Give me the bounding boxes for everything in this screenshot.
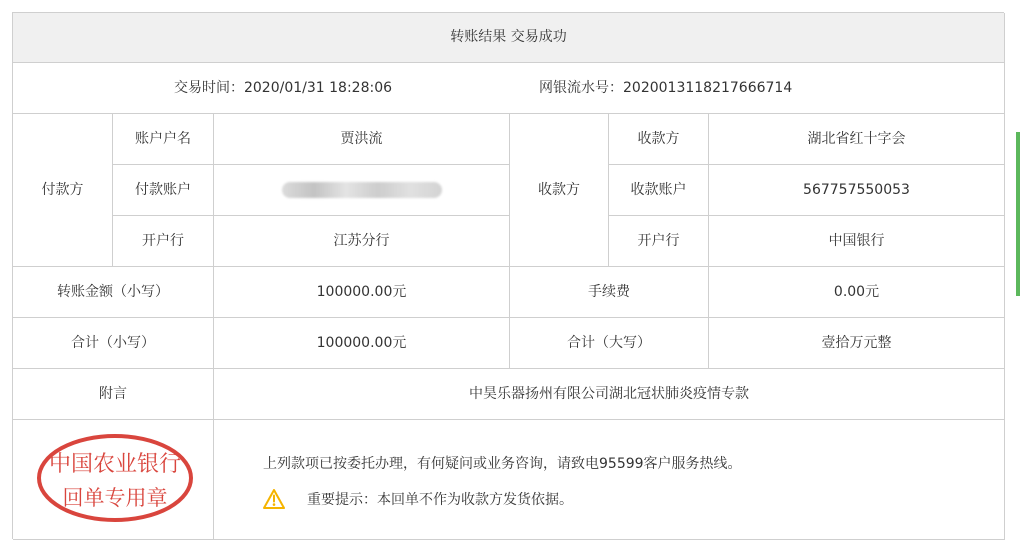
total-small-label: 合计（小写） (13, 318, 214, 369)
bank-serial-value: 2020013118217666714 (623, 79, 793, 96)
payee-bank-label: 开户行 (609, 216, 709, 267)
warning-line (263, 489, 573, 509)
transfer-amount-value: 100000.00元 (214, 267, 510, 318)
bank-seal (35, 432, 195, 524)
total-big-label: 合计（大写） (510, 318, 709, 369)
payer-account-label: 付款账户 (113, 165, 214, 216)
redacted-account-number (282, 182, 442, 198)
total-small-value: 100000.00元 (214, 318, 510, 369)
fee-label: 手续费 (510, 267, 709, 318)
seal-cell (13, 420, 214, 540)
transaction-meta-row (13, 63, 1005, 114)
payer-section-label: 付款方 (13, 114, 113, 267)
payer-account-value (214, 165, 510, 216)
receipt-title: 转账结果 交易成功 (450, 29, 567, 46)
payee-account-value: 567757550053 (709, 165, 1005, 216)
payee-section-label: 收款方 (510, 114, 609, 267)
payee-account-label: 收款账户 (609, 165, 709, 216)
bank-serial-label: 网银流水号： (539, 79, 623, 96)
payer-account-name-label: 账户户名 (113, 114, 214, 165)
memo-value: 中昊乐器扬州有限公司湖北冠状肺炎疫情专款 (214, 369, 1005, 420)
transfer-amount-label: 转账金额（小写） (13, 267, 214, 318)
bank-seal-line2: 回单专用章 (62, 486, 168, 510)
bank-serial (539, 80, 792, 97)
payer-account-name-value: 贾洪流 (214, 114, 510, 165)
payee-bank-value: 中国银行 (709, 216, 1005, 267)
receipt-footer-notes (214, 420, 1005, 540)
total-big-value: 壹拾万元整 (709, 318, 1005, 369)
payer-bank-label: 开户行 (113, 216, 214, 267)
warning-text: 重要提示：本回单不作为收款方发货依据。 (307, 492, 573, 508)
memo-label: 附言 (13, 369, 214, 420)
payer-bank-value: 江苏分行 (214, 216, 510, 267)
payee-name-value: 湖北省红十字会 (709, 114, 1005, 165)
receipt-header (13, 13, 1005, 63)
service-notice: 上列款项已按委托办理，有何疑问或业务咨询，请致电95599客户服务热线。 (263, 456, 742, 472)
transaction-time-value: 2020/01/31 18:28:06 (243, 79, 393, 96)
right-accent-bar (1016, 132, 1020, 296)
fee-value: 0.00元 (709, 267, 1005, 318)
warning-icon (263, 489, 285, 509)
transfer-receipt-table (12, 12, 1004, 539)
transaction-time-label: 交易时间： (173, 79, 244, 96)
bank-seal-line1: 中国农业银行 (48, 452, 182, 477)
transaction-time (27, 80, 539, 97)
payee-name-label: 收款方 (609, 114, 709, 165)
